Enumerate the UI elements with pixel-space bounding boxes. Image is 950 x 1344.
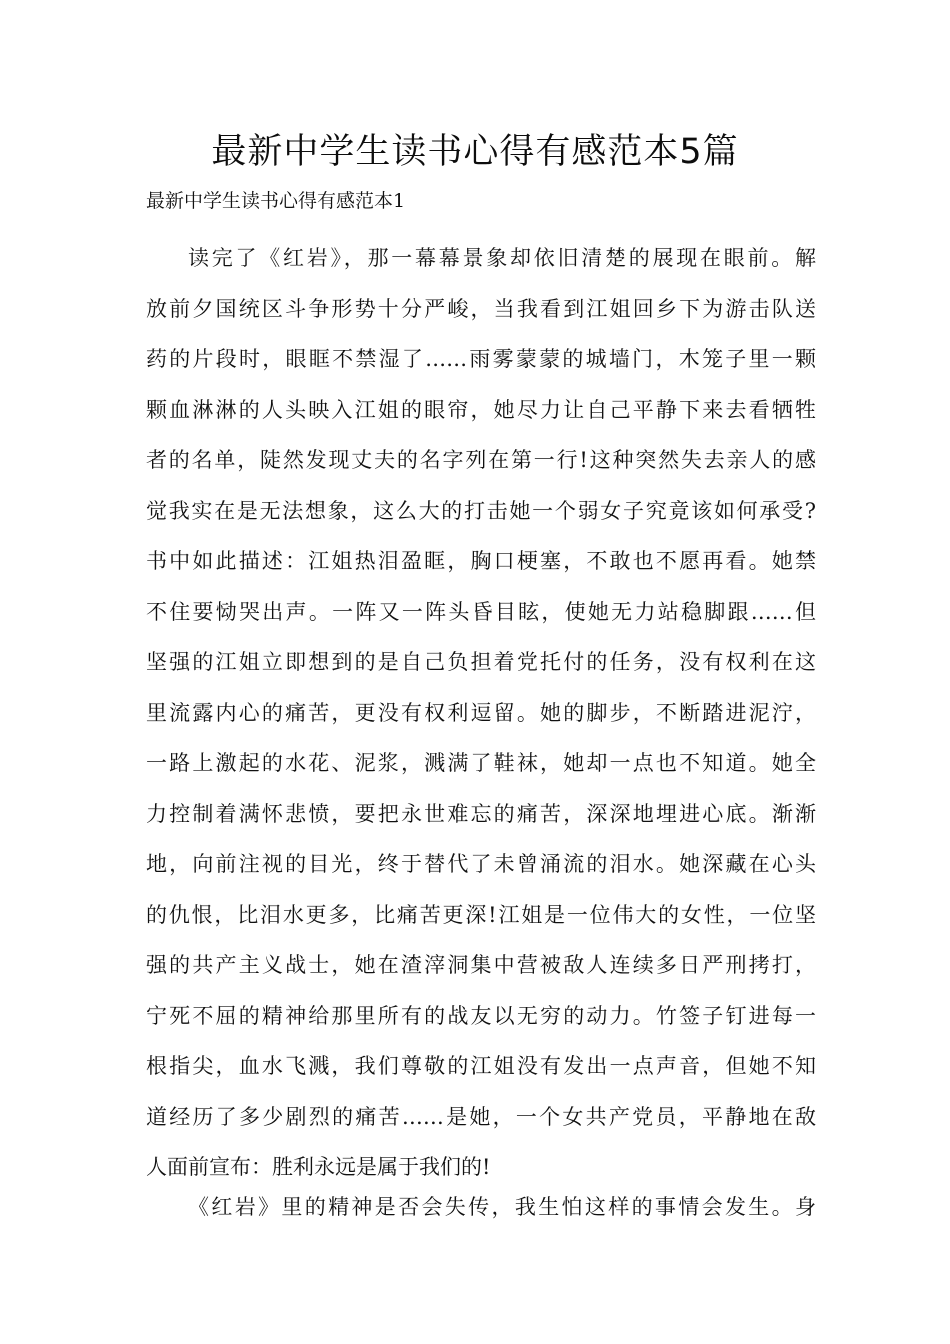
text-line: 一路上激起的水花、泥浆，溅满了鞋袜，她却一点也不知道。她全	[146, 751, 816, 775]
text-line: 觉我实在是无法想象，这么大的打击她一个弱女子究竟该如何承受?	[146, 498, 816, 523]
text-line: 坚强的江姐立即想到的是自己负担着党托付的任务，没有权利在这	[146, 650, 816, 674]
text-line: 地，向前注视的目光，终于替代了未曾涌流的泪水。她深藏在心头	[146, 852, 816, 876]
text-line: 药的片段时，眼眶不禁湿了……雨雾蒙蒙的城墙门，木笼子里一颗	[146, 347, 816, 371]
text-line: 的仇恨，比泪水更多，比痛苦更深!江姐是一位伟大的女性，一位坚	[146, 902, 816, 927]
text-line: 里流露内心的痛苦，更没有权利逗留。她的脚步，不断踏进泥泞，	[146, 700, 816, 725]
text-line: 《红岩》里的精神是否会失传，我生怕这样的事情会发生。身	[188, 1195, 816, 1219]
text-line: 者的名单，陡然发现丈夫的名字列在第一行!这种突然失去亲人的感	[146, 448, 816, 472]
text-line: 力控制着满怀悲愤，要把永世难忘的痛苦，深深地埋进心底。渐渐	[146, 801, 816, 826]
document-title: 最新中学生读书心得有感范本5篇	[211, 132, 739, 172]
text-line: 强的共产主义战士，她在渣滓洞集中营被敌人连续多日严刑拷打，	[146, 953, 816, 977]
section-heading: 最新中学生读书心得有感范本1	[146, 190, 406, 212]
text-line: 道经历了多少剧烈的痛苦……是她，一个女共产党员，平静地在敌	[146, 1104, 816, 1129]
text-line: 放前夕国统区斗争形势十分严峻，当我看到江姐回乡下为游击队送	[146, 296, 816, 321]
text-line: 不住要恸哭出声。一阵又一阵头昏目眩，使她无力站稳脚跟……但	[146, 599, 816, 624]
paragraph-1	[146, 233, 816, 1193]
text-line: 书中如此描述：江姐热泪盈眶，胸口梗塞，不敢也不愿再看。她禁	[146, 549, 816, 573]
text-line: 人面前宣布：胜利永远是属于我们的!	[146, 1155, 491, 1179]
text-line: 颗血淋淋的人头映入江姐的眼帘，她尽力让自己平静下来去看牺牲	[146, 397, 816, 422]
text-line: 根指尖，血水飞溅，我们尊敬的江姐没有发出一点声音，但她不知	[146, 1054, 816, 1078]
text-line: 读完了《红岩》，那一幕幕景象却依旧清楚的展现在眼前。解	[188, 246, 816, 270]
text-line: 宁死不屈的精神给那里所有的战友以无穷的动力。竹签子钉进每一	[146, 1003, 816, 1028]
paragraph-2	[146, 1182, 816, 1233]
